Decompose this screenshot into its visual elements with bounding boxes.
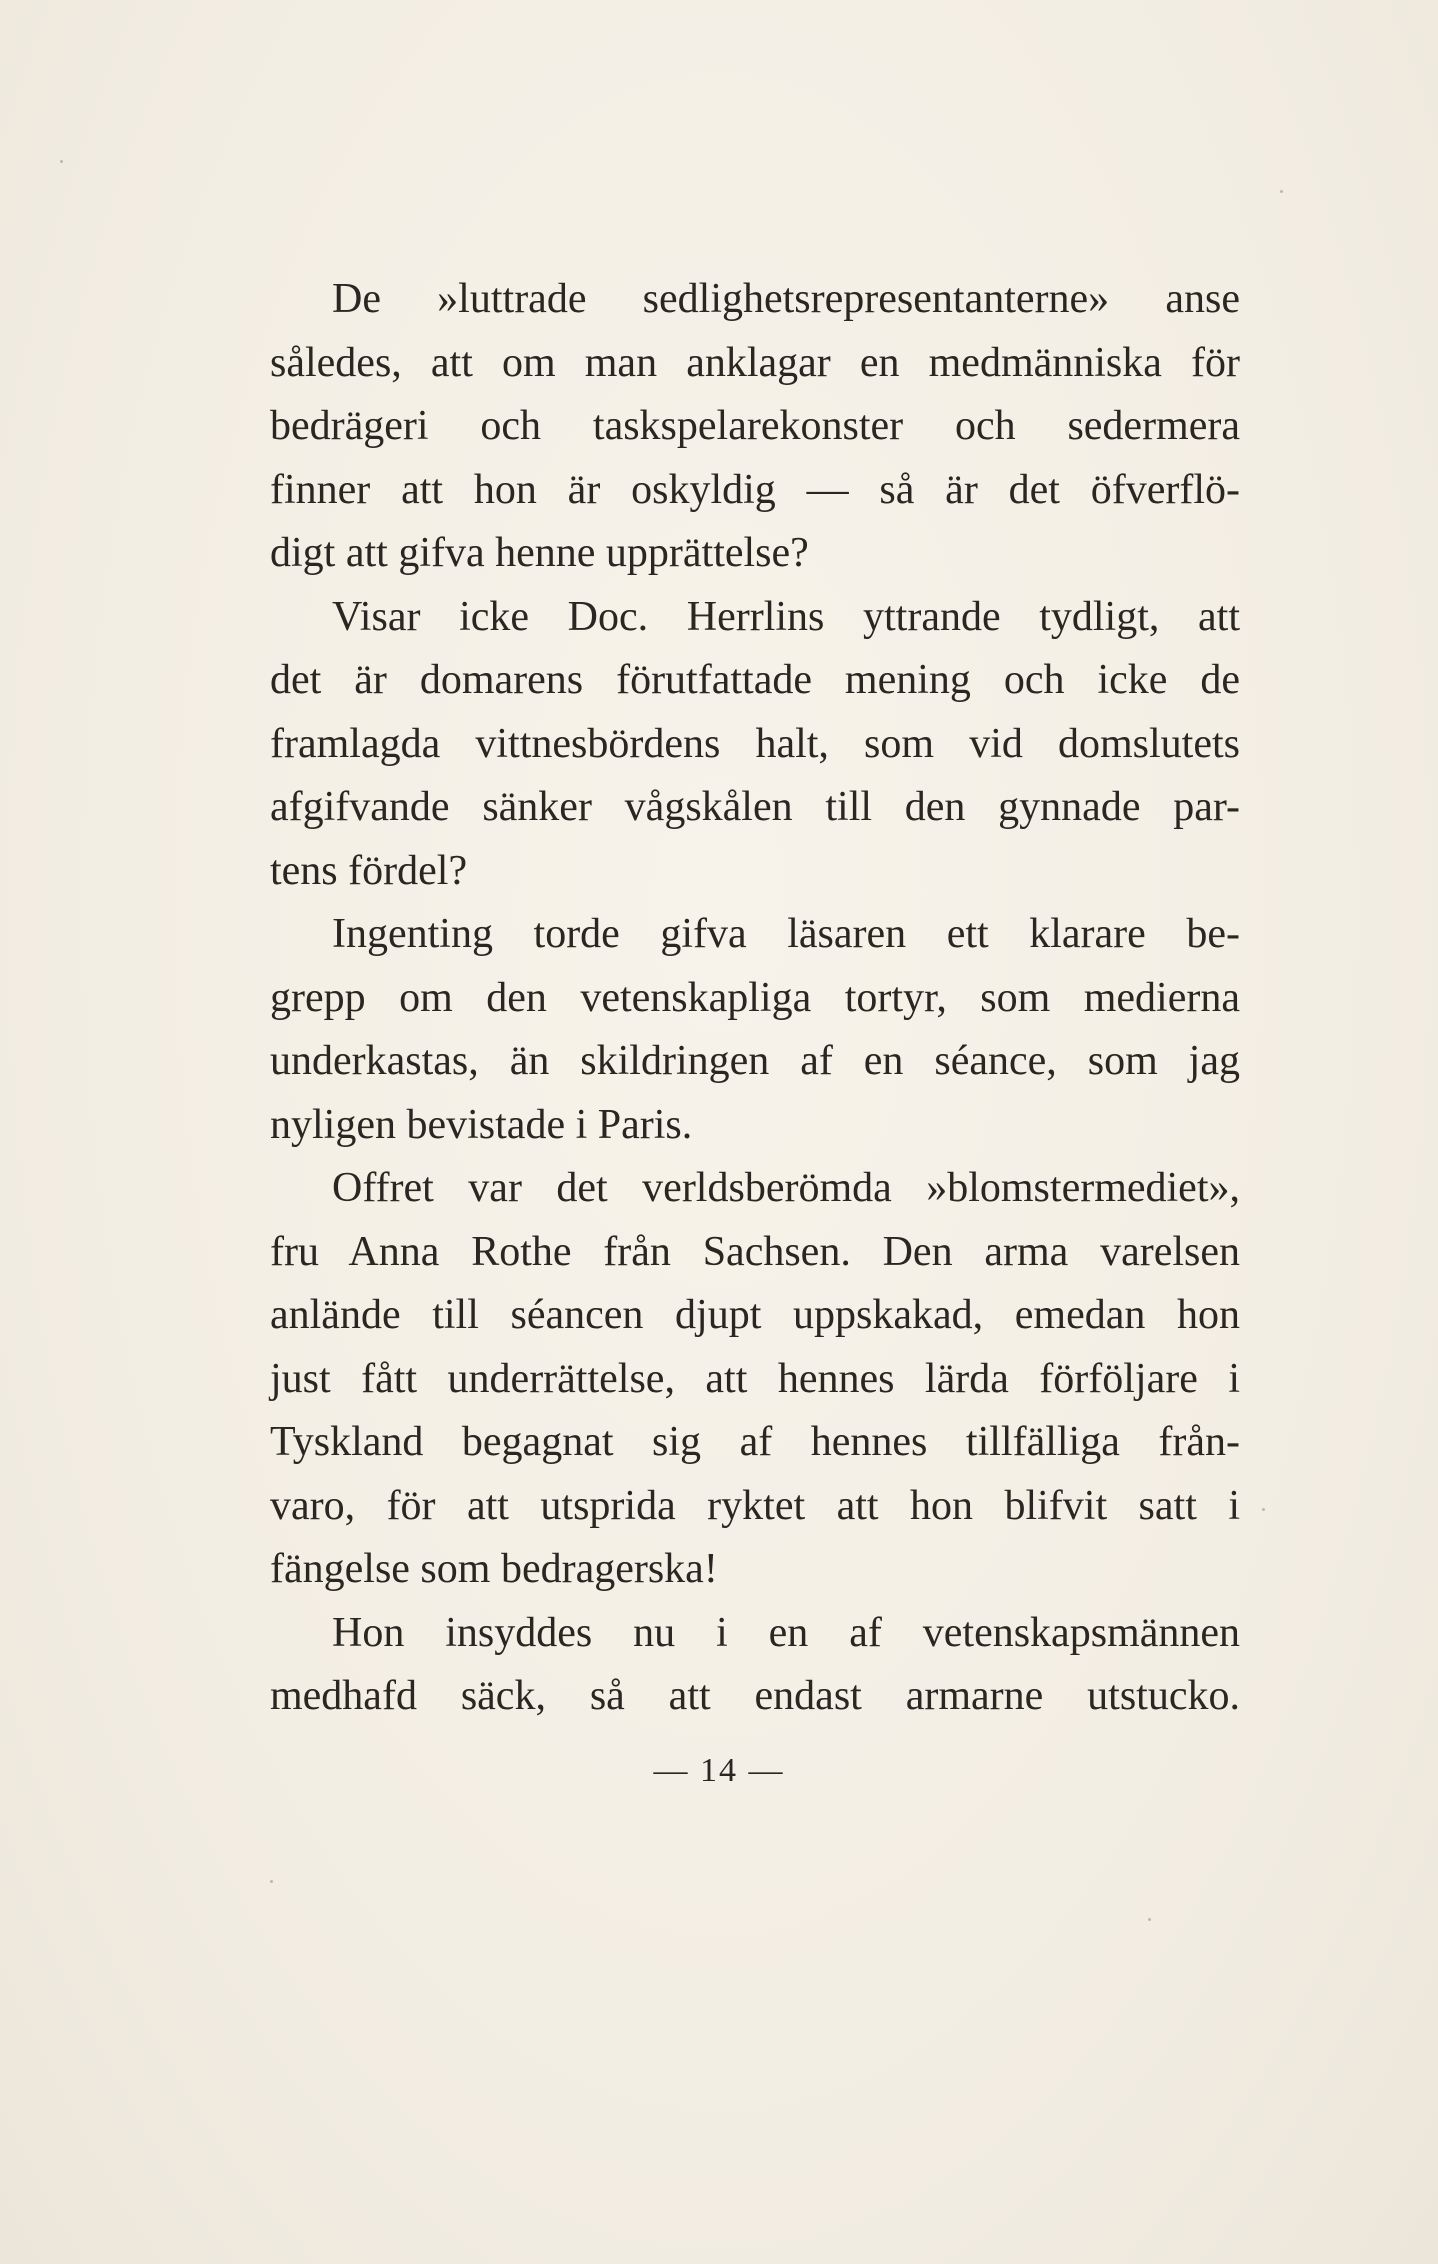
paper-speck: [270, 1880, 273, 1883]
text-line: De »luttrade sedlighetsrepresentanterne» anse: [332, 276, 1240, 322]
text-line: varo, för att utsprida ryktet att hon blifvit satt i: [270, 1482, 1240, 1529]
paper-speck: [60, 160, 63, 163]
paragraph-1: [270, 268, 1240, 586]
text-line: fängelse som bedragerska!: [270, 1546, 718, 1592]
text-line: medhafd säck, så att endast armarne utstucko.: [270, 1673, 1240, 1719]
paper-speck: [1148, 1918, 1151, 1921]
paragraph-3: [270, 903, 1240, 1157]
text-line: således, att om man anklagar en medmänniska för: [270, 339, 1240, 386]
text-line: anlände till séancen djupt uppskakad, emedan hon: [270, 1292, 1240, 1338]
paragraph-2: [270, 586, 1240, 904]
text-line: finner att hon är oskyldig — så är det öfverflö-: [270, 466, 1240, 513]
text-line: afgifvande sänker vågskålen till den gynnade par-: [270, 784, 1240, 830]
body-text: [270, 268, 1240, 1729]
text-line: fru Anna Rothe från Sachsen. Den arma varelsen: [270, 1228, 1240, 1275]
page-number: — 14 —: [653, 1752, 785, 1789]
text-line: nyligen bevistade i Paris.: [270, 1101, 693, 1148]
text-line: Visar icke Doc. Herrlins yttrande tydligt, att: [332, 593, 1240, 640]
text-line: underkastas, än skildringen af en séance, som jag: [270, 1038, 1240, 1084]
text-line: Hon insyddes nu i en af vetenskapsmännen: [332, 1609, 1240, 1656]
text-line: bedrägeri och taskspelarekonster och sedermera: [270, 403, 1240, 449]
text-line: Tyskland begagnat sig af hennes tillfälliga från-: [270, 1419, 1240, 1465]
text-line: det är domarens förutfattade mening och icke de: [270, 657, 1240, 703]
paragraph-5: [270, 1602, 1240, 1729]
paper-speck: [1280, 190, 1283, 193]
text-line: grepp om den vetenskapliga tortyr, som medierna: [270, 974, 1240, 1021]
paper-speck: [1262, 1508, 1265, 1511]
paragraph-4: [270, 1157, 1240, 1602]
text-line: Offret var det verldsberömda »blomstermediet»,: [332, 1165, 1240, 1211]
text-line: framlagda vittnesbördens halt, som vid domslutets: [270, 720, 1240, 767]
text-line: digt att gifva henne upprättelse?: [270, 530, 809, 576]
text-line: Ingenting torde gifva läsaren ett klarare be-: [332, 911, 1240, 957]
text-line: just fått underrättelse, att hennes lärda förföljare i: [270, 1355, 1240, 1402]
text-line: tens fördel?: [270, 847, 468, 894]
